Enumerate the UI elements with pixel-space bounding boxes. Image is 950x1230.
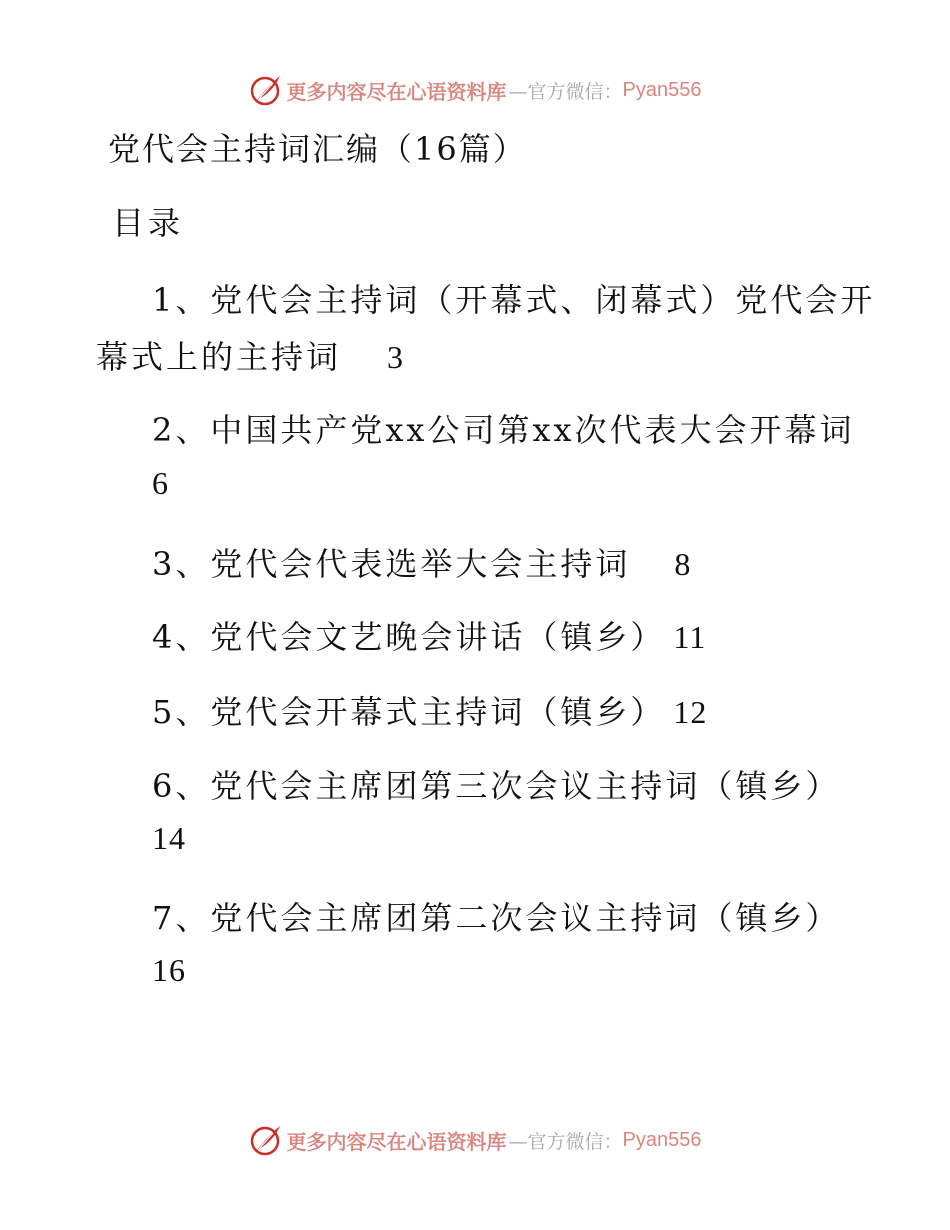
toc-entry-1-text: 幕式上的主持词 — [96, 338, 342, 376]
toc-entry-7-line1: 7、党代会主席团第二次会议主持词（镇乡） — [152, 899, 841, 937]
toc-entry-4-text: 4、党代会文艺晚会讲话（镇乡） — [152, 618, 666, 656]
watermark-footer — [0, 1120, 950, 1160]
quill-pen-logo-icon — [249, 73, 283, 107]
watermark-wechat-id: Pyan556 — [622, 78, 702, 101]
toc-entry-6-line1: 6、党代会主席团第三次会议主持词（镇乡） — [152, 767, 841, 805]
toc-entry-5 — [152, 687, 707, 733]
toc-entry-1-line1: 1、党代会主持词（开幕式、闭幕式）党代会开 — [152, 281, 876, 319]
toc-entry-4 — [152, 612, 706, 658]
toc-entry-3 — [152, 539, 691, 585]
toc-entry-4-page: 11 — [673, 619, 707, 655]
watermark-wechat-id: Pyan556 — [622, 1128, 702, 1151]
watermark-header — [0, 70, 950, 110]
watermark-sub-text: —官方微信： — [508, 1130, 623, 1153]
toc-entry-2-page: 6 — [152, 465, 169, 501]
toc-entry-6-page: 14 — [152, 820, 186, 856]
toc-entry-2-line1: 2、中国共产党xx公司第xx次代表大会开幕词 — [152, 411, 855, 449]
watermark-main-text: 更多内容尽在心语资料库 — [286, 79, 507, 104]
document-title: 党代会主持词汇编（16篇） — [108, 130, 527, 168]
quill-pen-logo-icon — [249, 1123, 283, 1157]
watermark-sub-text: —官方微信： — [508, 80, 623, 103]
toc-entry-1-page: 3 — [387, 339, 405, 375]
toc-entry-5-page: 12 — [673, 694, 708, 730]
toc-entry-5-text: 5、党代会开幕式主持词（镇乡） — [152, 693, 666, 731]
toc-entry-3-page: 8 — [674, 546, 692, 582]
watermark-main-text: 更多内容尽在心语资料库 — [286, 1129, 507, 1154]
toc-heading: 目录 — [112, 204, 185, 242]
toc-entry-3-text: 3、党代会代表选举大会主持词 — [152, 545, 631, 583]
toc-entry-1-line2 — [96, 332, 404, 378]
toc-entry-7-page: 16 — [152, 952, 186, 988]
